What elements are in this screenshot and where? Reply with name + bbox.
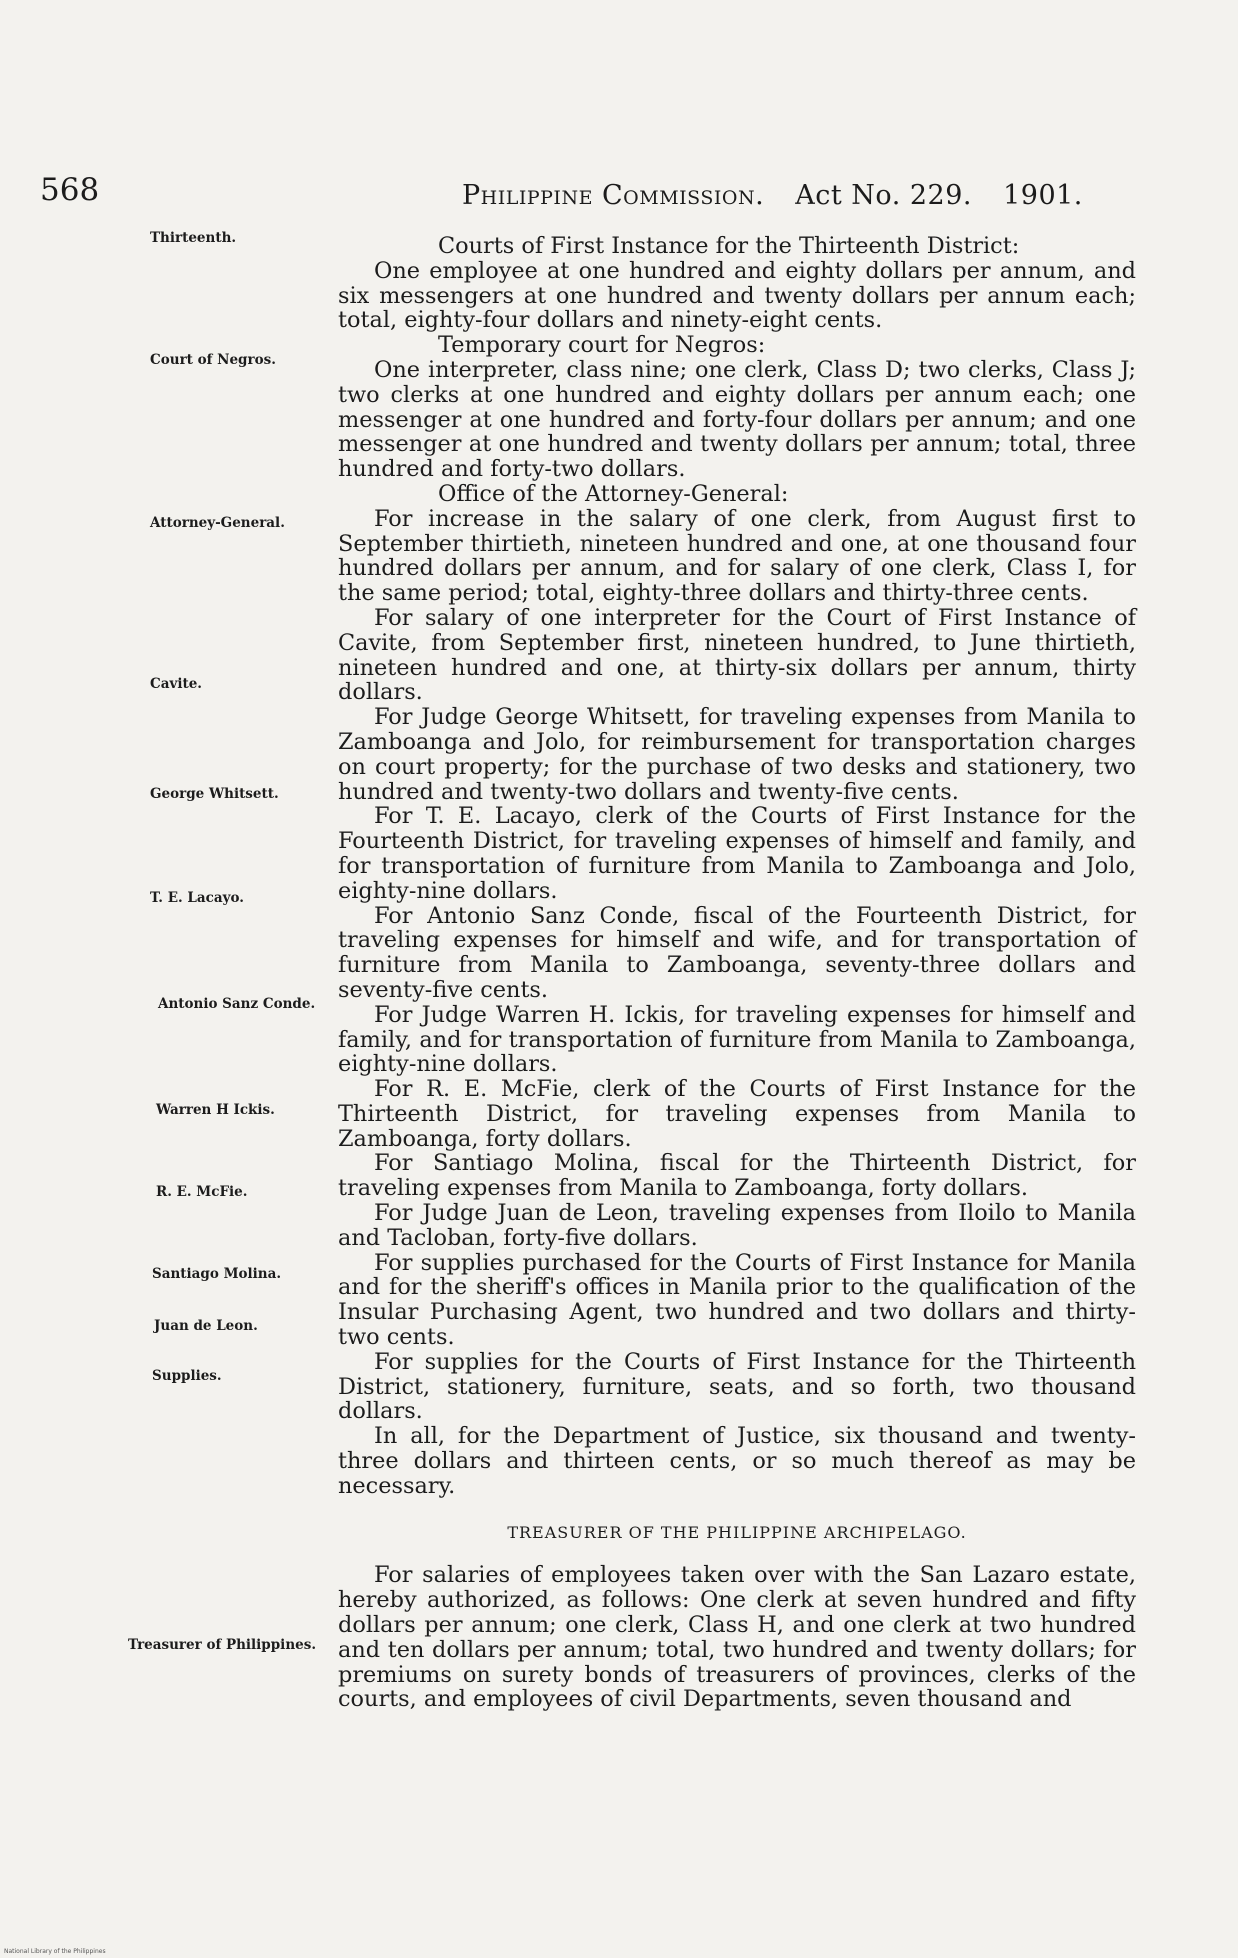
margin-note: Thirteenth. [150, 230, 237, 246]
paragraph: One employee at one hundred and eighty dollars per annum, and six messengers at one hundred and twenty dollars per annum each; total, eighty-four dollars and ninety-eight cents. [338, 257, 1136, 334]
paragraph: Temporary court for Negros: [438, 332, 766, 359]
margin-note: Santiago Molina. [152, 1266, 282, 1282]
page-number: 568 [40, 172, 100, 208]
paragraph: For Judge Warren H. Ickis, for traveling expenses for himself and family, and for transportation of furniture from Manila to Zamboanga, eighty-nine dollars. [338, 1001, 1136, 1078]
paragraph: For T. E. Lacayo, clerk of the Courts of First Instance for the Fourteenth District, for traveling expenses of himself and family, and for transportation of furniture from Manila to Zamboanga and Jolo, eighty-nine dollars. [338, 803, 1136, 904]
margin-note: Treasurer of Philippines. [128, 1637, 317, 1653]
margin-note: Attorney-General. [150, 515, 285, 531]
footer-credit: National Library of the Philippines [4, 1948, 106, 1955]
paragraph: For Antonio Sanz Conde, fiscal of the Fourteenth District, for traveling expenses for himself and wife, and for transportation of furniture from Manila to Zamboanga, seventy-three dollars and seventy-five cents. [338, 902, 1136, 1003]
paragraph: One interpreter, class nine; one clerk, Class D; two clerks, Class J; two clerks at one hundred and eighty dollars per annum each; one messenger at one hundred and forty-four dollars per annum; and one messenger at one hundred and twenty dollars per annum; total, three hundred and forty-two dollars. [338, 356, 1136, 483]
paragraph: For salary of one interpreter for the Court of First Instance of Cavite, from September first, nineteen hundred, to June thirtieth, nineteen hundred and one, at thirty-six dollars per annum, thirty dollars. [338, 604, 1136, 706]
running-head-year: 1901. [1003, 180, 1083, 211]
running-head-act: Act No. 229. [795, 180, 972, 211]
margin-note: Juan de Leon. [154, 1318, 258, 1334]
paragraph: For supplies purchased for the Courts of First Instance for Manila and for the sheriff's offices in Manila prior to the qualification of the Insular Purchasing Agent, two hundred and two dollars and thirty-two cents. [338, 1249, 1136, 1351]
paragraph: For Santiago Molina, fiscal for the Thirteenth District, for traveling expenses from Manila to Zamboanga, forty dollars. [338, 1150, 1136, 1202]
margin-note: Antonio Sanz Conde. [158, 996, 316, 1012]
paragraph: For Judge George Whitsett, for traveling expenses from Manila to Zamboanga and Jolo, for reimbursement for transportation charges on court property; for the purchase of two desks and stationery, two hundred and twenty-two dollars and twenty-five cents. [338, 704, 1136, 805]
paragraph: For R. E. McFie, clerk of the Courts of First Instance for the Thirteenth District, for traveling expenses from Manila to Zamboanga, forty dollars. [338, 1076, 1136, 1152]
running-head [462, 180, 1083, 211]
margin-note: R. E. McFie. [156, 1184, 248, 1200]
running-head-title: Philippine Commission. [462, 180, 765, 211]
paragraph: Office of the Attorney-General: [438, 480, 789, 507]
margin-note: Court of Negros. [150, 352, 276, 368]
paragraph: For supplies for the Courts of First Instance for the Thirteenth District, stationery, furniture, seats, and so forth, two thousand dollars. [338, 1348, 1136, 1425]
margin-note: George Whitsett. [150, 786, 279, 802]
section-heading: TREASURER OF THE PHILIPPINE ARCHIPELAGO. [507, 1522, 967, 1542]
paragraph: In all, for the Department of Justice, six thousand and twenty-three dollars and thirteen cents, or so much thereof as may be necessary. [338, 1423, 1136, 1499]
paragraph: Courts of First Instance for the Thirteenth District: [438, 233, 1020, 259]
margin-note: T. E. Lacayo. [150, 890, 244, 906]
margin-note: Supplies. [152, 1368, 222, 1384]
paragraph: For Judge Juan de Leon, traveling expenses from Iloilo to Manila and Tacloban, forty-five dollars. [338, 1200, 1136, 1251]
paragraph: For increase in the salary of one clerk, from August first to September thirtieth, nineteen hundred and one, at one thousand four hundred dollars per annum, and for salary of one clerk, Class I, for the same period; total, eighty-three dollars and thirty-three cents. [338, 505, 1136, 607]
margin-note: Warren H Ickis. [156, 1102, 275, 1118]
body-text [338, 234, 1136, 1712]
paragraph: For salaries of employees taken over with the San Lazaro estate, hereby authorized, as follows: One clerk at seven hundred and fifty dollars per annum; one clerk, Class H, and one clerk at two hundred and ten dollars per annum; total, two hundred and twenty dollars; for premiums on surety bonds of treasurers of provinces, clerks of the courts, and employees of civil Departments, seven thousand and [338, 1562, 1136, 1713]
margin-note: Cavite. [150, 676, 202, 692]
